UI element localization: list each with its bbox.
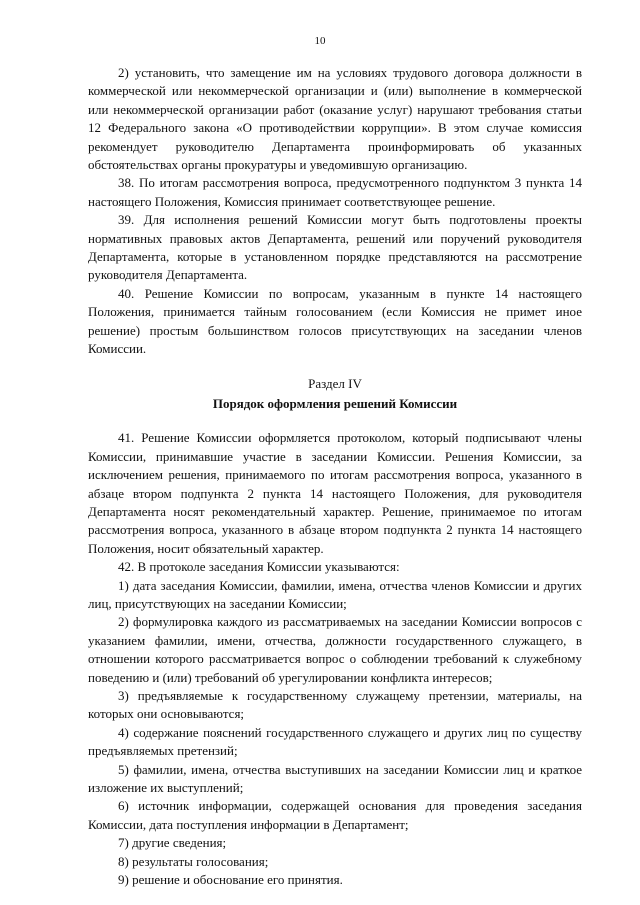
page-number: 10 <box>314 35 326 47</box>
list-item-5: 5) фамилии, имена, отчества выступивших на заседании Комиссии лиц и краткое изложение их выступлений; <box>88 761 582 796</box>
list-item-9: 9) решение и обоснование его принятия. <box>118 872 343 888</box>
list-item-1: 1) дата заседания Комиссии, фамилии, имена, отчества членов Комиссии и других лиц, присутствующих на заседании Комиссии; <box>88 577 582 611</box>
section-label: Раздел IV <box>308 375 362 391</box>
list-item-4: 4) содержание пояснений государственного служащего и других лиц по существу предъявляемых претензий; <box>88 724 582 759</box>
paragraph-41: 41. Решение Комиссии оформляется протоколом, который подписывают члены Комиссии, принимавшие участие в заседании Комиссии. Решения Комиссии, за исключением решения, принимаемого по итогам рассмотрения вопроса, указанного в абзаце втором подпункта 2 пункта 14 настоящего Положения, для руководителя Департамента носят рекомендательный характер. Решение, принимаемое по итогам рассмотрения вопроса, указанного в абзаце втором подпункта 2 пункта 14 настоящего Положения, носит обязательный характер. <box>88 430 582 556</box>
paragraph-38: 38. По итогам рассмотрения вопроса, предусмотренного подпунктом 3 пункта 14 настоящего Положения, Комиссия принимает соответствующее решение. <box>88 175 582 209</box>
paragraph-42: 42. В протоколе заседания Комиссии указываются: <box>118 559 400 575</box>
document-body <box>88 64 582 889</box>
list-item-7: 7) другие сведения; <box>118 835 227 851</box>
section-title: Порядок оформления решений Комиссии <box>212 395 458 411</box>
list-item-6: 6) источник информации, содержащей основания для проведения заседания Комиссии, дата поступления информации в Департамент; <box>88 798 582 832</box>
paragraph-40: 40. Решение Комиссии по вопросам, указанным в пункте 14 настоящего Положения, принимается тайным голосованием (если Комиссия не примет иное решение) простым большинством голосов присутствующих на заседании членов Комиссии. <box>88 285 582 357</box>
list-item-2: 2) формулировка каждого из рассматриваемых на заседании Комиссии вопросов с указанием фамилии, имени, отчества, должности государственного служащего, в отношении которого рассматривается вопрос о соблюдении требований к служебному поведению и (или) требований об урегулировании конфликта интересов; <box>88 614 582 685</box>
list-item-8: 8) результаты голосования; <box>118 853 269 869</box>
list-item-3: 3) предъявляемые к государственному служащему претензии, материалы, на которых они основываются; <box>88 688 582 722</box>
paragraph-39: 39. Для исполнения решений Комиссии могут быть подготовлены проекты нормативных правовых актов Департамента, решений или поручений руководителя Департамента, которые в установленном порядке представляются на рассмотрение руководителя Департамента. <box>88 212 582 283</box>
paragraph-item-2: 2) установить, что замещение им на условиях трудового договора должности в коммерческой или некоммерческой организации и (или) выполнение в коммерческой или некоммерческой организации работ (оказание услуг) нарушают требования статьи 12 Федерального закона «О противодействии коррупции». В этом случае комиссия рекомендует руководителю Департамента проинформировать об указанных обстоятельствах органы прокуратуры и уведомившую организацию. <box>88 65 582 173</box>
